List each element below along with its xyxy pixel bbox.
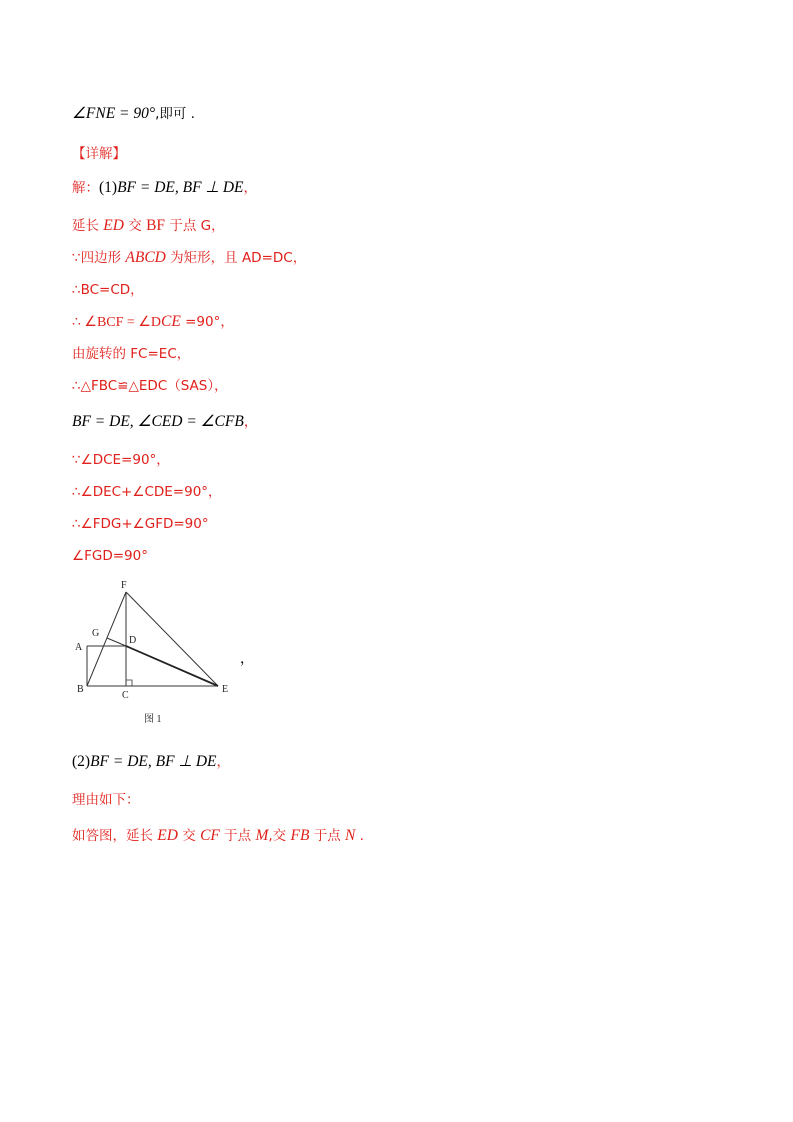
text: 延长 (72, 218, 104, 234)
math-ce: CE (160, 313, 181, 330)
segment-fb (87, 592, 126, 686)
segment-dg (107, 638, 126, 646)
label-d: D (129, 635, 137, 646)
text: 为矩形，且 AD=DC， (165, 250, 307, 266)
line-solution-part1 (72, 178, 257, 198)
text: 于点 (219, 828, 256, 844)
math-expression: BF = DE, BF ⊥ DE (90, 753, 217, 770)
figure-svg (72, 576, 248, 732)
text: =90°， (180, 314, 234, 330)
line-bf-de-angles (72, 412, 257, 432)
part-number: (1) (99, 179, 118, 196)
line-angle-dce: ∵∠DCE=90°， (72, 452, 170, 468)
line-angle-sum-2: ∴∠FDG+∠GFD=90° (72, 516, 209, 532)
line-congruent: ∴△FBC≌△EDC（SAS）， (72, 378, 228, 394)
math-n: N (345, 827, 356, 844)
line-rotation: 由旋转的 FC=EC， (72, 346, 191, 362)
text: ,即可 . (155, 106, 195, 122)
math-expression: ∠FNE = 90° (72, 105, 156, 122)
punctuation: ， (216, 754, 230, 770)
math-expression: BF = DE, BF ⊥ DE (117, 179, 244, 196)
math-fb: FB (290, 827, 310, 844)
geometry-figure-1 (72, 576, 248, 732)
label-f: F (121, 580, 127, 591)
line-rectangle (72, 248, 306, 268)
math-expression: BF = DE, ∠CED = ∠CFB (72, 413, 244, 430)
label-a: A (75, 642, 83, 653)
line-extend-ed (72, 216, 225, 236)
figure-trailing-comma: ， (240, 651, 254, 667)
math-cf: CF (200, 827, 220, 844)
math-m: M (255, 827, 269, 844)
text: ,交 (268, 828, 291, 844)
line-bc-cd: ∴BC=CD， (72, 282, 144, 298)
text: 如答图，延长 (72, 828, 158, 844)
text: 交 (123, 218, 147, 234)
math-bf: BF (146, 217, 166, 234)
text: . (355, 828, 364, 844)
line-angle-fne (72, 104, 195, 124)
text: ∵四边形 (72, 250, 126, 266)
text: 于点 (309, 828, 346, 844)
section-heading-detail: 【详解】 (72, 146, 126, 162)
label-b: B (77, 684, 84, 695)
segment-fe (126, 592, 218, 686)
solution-label: 解： (72, 180, 99, 196)
math-text: ∴ ∠BCF = ∠D (72, 315, 161, 330)
punctuation: ， (243, 414, 258, 430)
segment-de (126, 646, 218, 686)
label-g: G (92, 628, 100, 639)
line-reason: 理由如下： (72, 792, 140, 808)
part-number: (2) (72, 753, 91, 770)
text: 交 (177, 828, 201, 844)
line-extend-ed-cf (72, 826, 364, 846)
math-ed: ED (103, 217, 124, 234)
right-angle-mark (126, 680, 132, 686)
math-ed: ED (157, 827, 178, 844)
math-abcd: ABCD (125, 249, 166, 266)
line-angle-sum-1: ∴∠DEC+∠CDE=90°， (72, 484, 222, 500)
punctuation: ， (243, 180, 257, 196)
line-solution-part2 (72, 752, 230, 772)
figure-caption: 图 1 (144, 714, 162, 725)
line-angle-bcf (72, 312, 234, 333)
label-c: C (122, 690, 129, 701)
line-angle-fgd: ∠FGD=90° (72, 548, 148, 564)
label-e: E (222, 684, 229, 695)
text: 于点 G， (165, 218, 225, 234)
